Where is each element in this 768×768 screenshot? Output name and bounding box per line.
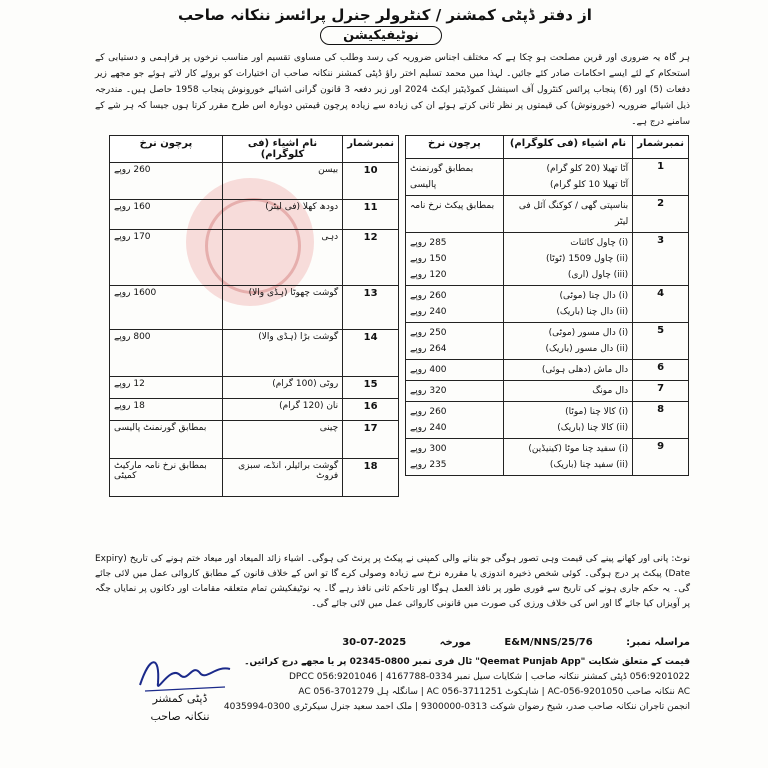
table-row: [406, 159, 689, 196]
col-header-number: نمبرشمار: [343, 136, 399, 163]
price-value: 260 روپے: [410, 407, 447, 417]
item-name: [503, 360, 632, 381]
price-value: بمطابق گورنمنٹ پالیسی: [410, 164, 474, 190]
notification-heading: نوٹیفیکیشن: [320, 26, 442, 45]
row-number: 1: [633, 159, 689, 196]
item-variant: (i) کالا چنا (موٹا): [565, 407, 629, 417]
item-name: گوشت چھوٹا (ہڈی والا): [222, 286, 342, 330]
item-variant: (ii) دال چنا (باریک): [556, 307, 629, 317]
item-variant: آٹا تھیلا 10 کلو گرام): [550, 180, 629, 190]
price-value: 150 روپے: [410, 254, 447, 264]
table-row: [406, 360, 689, 381]
item-name: [503, 196, 632, 233]
item-price: 800 روپے: [110, 330, 223, 377]
price-table-left: [109, 135, 399, 497]
table-row: [110, 399, 399, 421]
item-price: 170 روپے: [110, 230, 223, 286]
item-name: [503, 286, 632, 323]
item-name: چینی: [222, 421, 342, 459]
item-name: [503, 233, 632, 286]
item-variant: (i) دال مسور (موٹی): [548, 328, 629, 338]
price-value: 285 روپے: [410, 238, 447, 248]
price-value: 235 روپے: [410, 460, 447, 470]
item-price: [406, 360, 504, 381]
item-variant: (i) دال چنا (موٹی): [559, 291, 629, 301]
price-value: 300 روپے: [410, 444, 447, 454]
row-number: 12: [343, 230, 399, 286]
item-variant: (iii) چاول (اری): [567, 270, 629, 280]
intro-paragraph: ہر گاہ یہ ضروری اور قرین مصلحت ہو چکا ہے کہ مختلف اجناس ضروریہ کی رسد وطلب کی مساوی تقسیم اور مناسب نرخوں پر فراہمی و دستیابی کے استحکام کے لئے ایسے احکامات صادر کئے جائیں۔ لہذا میں محمد تسلیم اختر راؤ ڈپٹی کمشنر ننکانہ صاحب ان اختیارات کو بروئے کار لاتے ہوئے جو مجھے زیر دفعات (5) اور (6) پنجاب پرائس کنٹرول آف اسینشل کموڈیٹیز ایکٹ 2024 اور زیر دفعہ 3 قانون گرانی اشیائے خورونوش پنجاب 1958 حاصل ہیں۔ مندرجہ ذیل اشیائے ضروریہ (خورونوش) کی قیمتوں پر نظر ثانی کرتے ہوئے ان کی زیادہ سے زیادہ پرچون قیمتیں دوبارہ اس طرح مقرر کرتا ہوں جیسا کہ ہر شے کے سامنے درج ہے۔: [95, 53, 690, 127]
table-row: [406, 233, 689, 286]
reference-date: 30-07-2025: [342, 637, 407, 648]
row-number: 18: [343, 459, 399, 497]
price-value: 250 روپے: [410, 328, 447, 338]
office-title: از دفتر ڈپٹی کمشنر / کنٹرولر جنرل پرائسز ننکانہ صاحب: [178, 6, 592, 24]
table-row: [406, 439, 689, 476]
item-name: [503, 159, 632, 196]
table-row: [406, 402, 689, 439]
item-variant: (ii) چاول 1509 (ٹوٹا): [546, 254, 629, 264]
item-variant: دال ماش (دھلی ہوئی): [541, 365, 629, 375]
item-name: روٹی (100 گرام): [222, 377, 342, 399]
item-price: [406, 233, 504, 286]
item-price: [406, 323, 504, 360]
table-row: [110, 230, 399, 286]
col-header-price: پرچون نرخ: [406, 136, 504, 159]
reference-number: E&M/NNS/25/76: [504, 637, 593, 648]
price-value: 120 روپے: [410, 270, 447, 280]
row-number: 4: [633, 286, 689, 323]
row-number: 17: [343, 421, 399, 459]
signatory-title-line2: ننکانہ صاحب: [150, 710, 210, 723]
reference-line: [180, 637, 690, 648]
signatory-title-line1: ڈپٹی کمشنر: [152, 692, 208, 705]
item-name: [503, 439, 632, 476]
item-variant: آٹا تھیلا (20 کلو گرام): [546, 164, 629, 174]
item-price: [406, 381, 504, 402]
row-number: 2: [633, 196, 689, 233]
price-value: 320 روپے: [410, 386, 447, 396]
item-name: [503, 402, 632, 439]
item-variant: (i) چاول کائنات: [570, 238, 629, 248]
item-name: دہی: [222, 230, 342, 286]
item-variant: (ii) سفید چنا (باریک): [549, 460, 629, 470]
signatory-title: [120, 690, 240, 726]
item-price: 12 روپے: [110, 377, 223, 399]
item-price: [406, 402, 504, 439]
row-number: 8: [633, 402, 689, 439]
contact-line: AC ننکانہ صاحب AC-056-9201050 | شاہکوٹ AC 056-3711251 | سانگلہ ہل AC 056-3701279: [298, 687, 690, 697]
table-row: [110, 377, 399, 399]
price-value: 264 روپے: [410, 344, 447, 354]
table-row: [110, 200, 399, 230]
contact-line: انجمن تاجران ننکانہ صاحب صدر، شیخ رضوان شوکت 0313-9300000 | ملک احمد سعید جنرل سیکرٹری 0300-4035994: [223, 702, 690, 712]
item-name: [503, 381, 632, 402]
item-price: [406, 196, 504, 233]
col-header-price: پرچون نرخ: [110, 136, 223, 163]
date-label: مورخہ: [439, 637, 471, 648]
item-price: 1600 روپے: [110, 286, 223, 330]
note-paragraph: نوٹ: پانی اور کھانے پینے کی قیمت وہی تصور ہوگی جو بنانے والی کمپنی نے پیکٹ پر پرنٹ کی ہوگی۔ اشیاء زائد المیعاد اور میعاد ختم ہونے کی تاریخ (Expiry Date) پیکٹ پر درج ہوگی۔ کوئی شخص ذخیرہ اندوزی یا مقررہ نرخ سے زیادہ وصولی کرے گا تو اس کے خلاف قانون کے مطابق کاروائی عمل میں لائی جائے گی۔ یہ حکم جاری ہونے کی تاریخ سے فوری طور پر نافذ العمل ہوگا اور تاحکم ثانی نافذ رہے گا۔ یہ نوٹیفکیشن تمام متعلقہ مقامات اور دکانوں پر نمایاں جگہ پر آویزاں کیا جائے گا اور اس کی خلاف ورزی کی صورت میں قانونی کاروائی عمل میں لائی جائے گی۔: [95, 554, 690, 609]
item-name: دودھ کھلا (فی لیٹر): [222, 200, 342, 230]
item-name: گوشت بڑا (ہڈی والا): [222, 330, 342, 377]
price-table-right: [405, 135, 689, 476]
table-row: [406, 323, 689, 360]
item-price: 260 روپے: [110, 163, 223, 200]
contact-line: قیمت کے متعلق شکایت "Qeemat Punjab App" ٹال فری نمبر 0800-02345 پر یا مجھے درج کرائیں۔: [244, 657, 690, 667]
table-row: [406, 196, 689, 233]
row-number: 6: [633, 360, 689, 381]
table-row: [110, 286, 399, 330]
row-number: 3: [633, 233, 689, 286]
contact-line: 056:9201022 ڈپٹی کمشنر ننکانہ صاحب | شکایات سیل نمبر 0334-4167788 | DPCC 056:9201046: [288, 672, 690, 682]
row-number: 13: [343, 286, 399, 330]
item-variant: (ii) دال مسور (باریک): [545, 344, 629, 354]
item-name: گوشت برائیلر، انڈے، سبزی فروٹ: [222, 459, 342, 497]
item-variant: (i) سفید چنا موٹا (کینیڈین): [528, 444, 629, 454]
item-variant: (ii) کالا چنا (باریک): [557, 423, 629, 433]
price-value: 260 روپے: [410, 291, 447, 301]
row-number: 15: [343, 377, 399, 399]
item-price: [406, 286, 504, 323]
reference-label: مراسلہ نمبر:: [626, 637, 690, 648]
row-number: 11: [343, 200, 399, 230]
item-price: بمطابق نرخ نامہ مارکیٹ کمیٹی: [110, 459, 223, 497]
item-name: نان (120 گرام): [222, 399, 342, 421]
item-price: 160 روپے: [110, 200, 223, 230]
row-number: 7: [633, 381, 689, 402]
row-number: 14: [343, 330, 399, 377]
row-number: 9: [633, 439, 689, 476]
price-value: 240 روپے: [410, 423, 447, 433]
table-row: [110, 163, 399, 200]
row-number: 10: [343, 163, 399, 200]
item-price: بمطابق گورنمنٹ پالیسی: [110, 421, 223, 459]
table-row: [110, 421, 399, 459]
item-price: [406, 159, 504, 196]
table-row: [406, 381, 689, 402]
item-price: [406, 439, 504, 476]
col-header-number: نمبرشمار: [633, 136, 689, 159]
col-header-item: نام اشیاء (فی کلوگرام): [503, 136, 632, 159]
item-variant: دال مونگ: [592, 386, 629, 396]
row-number: 5: [633, 323, 689, 360]
item-price: 18 روپے: [110, 399, 223, 421]
table-row: [406, 286, 689, 323]
table-row: [110, 459, 399, 497]
price-value: 400 روپے: [410, 365, 447, 375]
item-name: [503, 323, 632, 360]
item-name: بیسن: [222, 163, 342, 200]
row-number: 16: [343, 399, 399, 421]
price-value: 240 روپے: [410, 307, 447, 317]
table-row: [110, 330, 399, 377]
col-header-item: نام اشیاء (فی کلوگرام): [222, 136, 342, 163]
price-value: بمطابق پیکٹ نرخ نامہ: [410, 201, 495, 211]
item-variant: بناسپتی گھی / کوکنگ آئل فی لیٹر: [518, 201, 629, 227]
